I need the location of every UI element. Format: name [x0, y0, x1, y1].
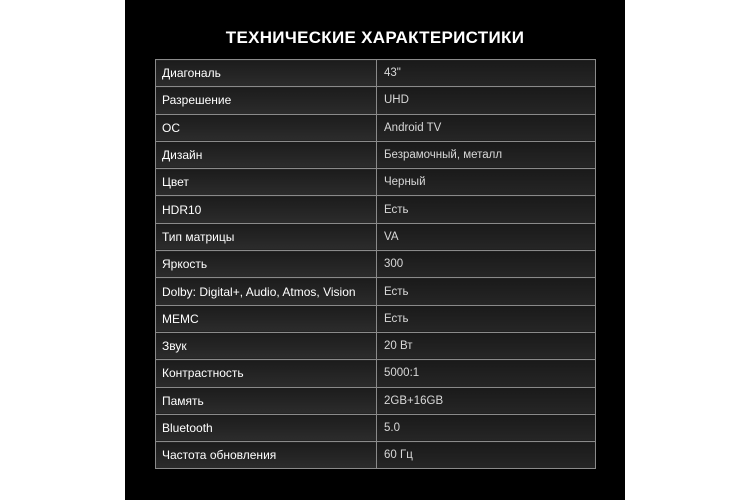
table-row [156, 278, 596, 305]
spec-value: 20 Вт [377, 332, 596, 359]
spec-table [155, 59, 596, 469]
spec-value: Есть [377, 196, 596, 223]
spec-value: Безрамочный, металл [377, 141, 596, 168]
spec-label: HDR10 [156, 196, 377, 223]
spec-label: Дизайн [156, 141, 377, 168]
table-row [156, 60, 596, 87]
spec-label: Тип матрицы [156, 223, 377, 250]
table-row [156, 442, 596, 469]
spec-label: Звук [156, 332, 377, 359]
table-row [156, 223, 596, 250]
spec-value: VA [377, 223, 596, 250]
spec-value: 5000:1 [377, 360, 596, 387]
page-title: ТЕХНИЧЕСКИЕ ХАРАКТЕРИСТИКИ [225, 28, 525, 47]
spec-value: Черный [377, 169, 596, 196]
spec-label: Цвет [156, 169, 377, 196]
spec-value: 5.0 [377, 414, 596, 441]
table-row [156, 251, 596, 278]
spec-label: Контрастность [156, 360, 377, 387]
spec-value: 2GB+16GB [377, 387, 596, 414]
spec-label: MEMC [156, 305, 377, 332]
table-row [156, 87, 596, 114]
table-row [156, 360, 596, 387]
table-row [156, 196, 596, 223]
spec-label: Яркость [156, 251, 377, 278]
table-row [156, 305, 596, 332]
spec-value: Есть [377, 278, 596, 305]
spec-value: Есть [377, 305, 596, 332]
spec-value: Android TV [377, 114, 596, 141]
spec-value: 43" [377, 60, 596, 87]
table-row [156, 169, 596, 196]
spec-label: ОС [156, 114, 377, 141]
table-row [156, 387, 596, 414]
spec-label: Разрешение [156, 87, 377, 114]
table-row [156, 414, 596, 441]
spec-panel [125, 0, 625, 500]
spec-value: 300 [377, 251, 596, 278]
spec-label: Dolby: Digital+, Audio, Atmos, Vision [156, 278, 377, 305]
spec-label: Bluetooth [156, 414, 377, 441]
spec-label: Диагональ [156, 60, 377, 87]
table-row [156, 332, 596, 359]
spec-value: 60 Гц [377, 442, 596, 469]
spec-label: Память [156, 387, 377, 414]
spec-value: UHD [377, 87, 596, 114]
table-row [156, 114, 596, 141]
table-row [156, 141, 596, 168]
spec-label: Частота обновления [156, 442, 377, 469]
